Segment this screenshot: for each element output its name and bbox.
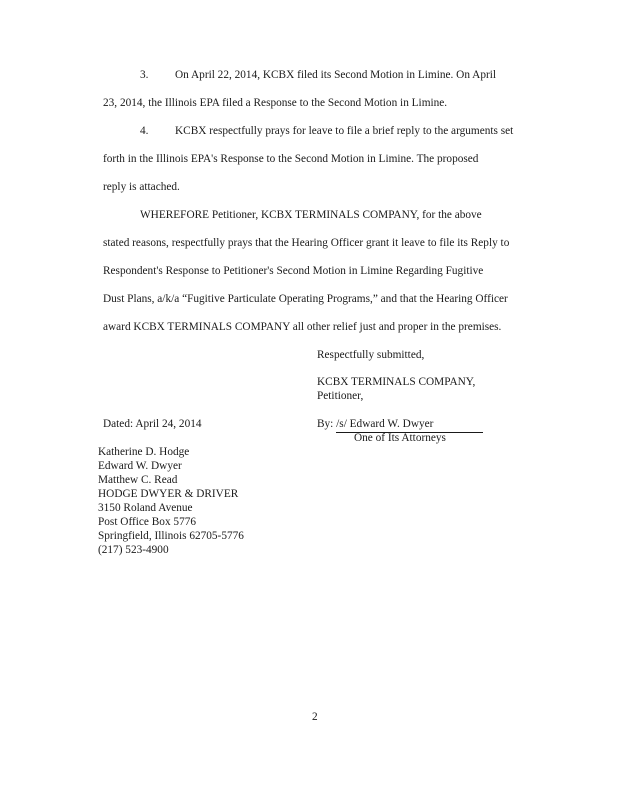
paragraph-4-line-3: reply is attached. — [103, 181, 180, 193]
paragraph-3-number: 3. — [140, 69, 149, 81]
law-firm-name: HODGE DWYER & DRIVER — [98, 488, 239, 500]
paragraph-4-line-2: forth in the Illinois EPA's Response to the Second Motion in Limine. The proposed — [103, 153, 479, 165]
paragraph-3-line-2: 23, 2014, the Illinois EPA filed a Response to the Second Motion in Limine. — [103, 97, 448, 109]
paragraph-4-number: 4. — [140, 125, 149, 137]
counsel-name-1: Katherine D. Hodge — [98, 446, 190, 458]
signature-line — [317, 418, 483, 433]
wherefore-line-5: award KCBX TERMINALS COMPANY all other relief just and proper in the premises. — [103, 321, 502, 333]
dated-line: Dated: April 24, 2014 — [103, 418, 202, 430]
respectfully-submitted: Respectfully submitted, — [317, 349, 425, 361]
firm-city: Springfield, Illinois 62705-5776 — [98, 530, 244, 542]
signatory-role: Petitioner, — [317, 390, 364, 402]
electronic-signature: /s/ Edward W. Dwyer — [336, 418, 483, 433]
attorney-note: One of Its Attorneys — [354, 432, 446, 444]
wherefore-line-3: Respondent's Response to Petitioner's Second Motion in Limine Regarding Fugitive — [103, 265, 484, 277]
signatory-company: KCBX TERMINALS COMPANY, — [317, 376, 476, 388]
firm-street: 3150 Roland Avenue — [98, 502, 193, 514]
wherefore-line-2: stated reasons, respectfully prays that the Hearing Officer grant it leave to file its Reply to — [103, 237, 510, 249]
paragraph-4-line-1: KCBX respectfully prays for leave to file a brief reply to the arguments set — [175, 125, 514, 137]
firm-po-box: Post Office Box 5776 — [98, 516, 197, 528]
counsel-name-3: Matthew C. Read — [98, 474, 178, 486]
wherefore-line-1: WHEREFORE Petitioner, KCBX TERMINALS COMPANY, for the above — [140, 209, 482, 221]
paragraph-3-line-1: On April 22, 2014, KCBX filed its Second Motion in Limine. On April — [175, 69, 497, 81]
page-number: 2 — [312, 711, 318, 723]
wherefore-line-4: Dust Plans, a/k/a “Fugitive Particulate Operating Programs,” and that the Hearing Officer — [103, 293, 508, 305]
by-label: By: — [317, 418, 334, 430]
firm-phone: (217) 523-4900 — [98, 544, 169, 556]
counsel-name-2: Edward W. Dwyer — [98, 460, 182, 472]
